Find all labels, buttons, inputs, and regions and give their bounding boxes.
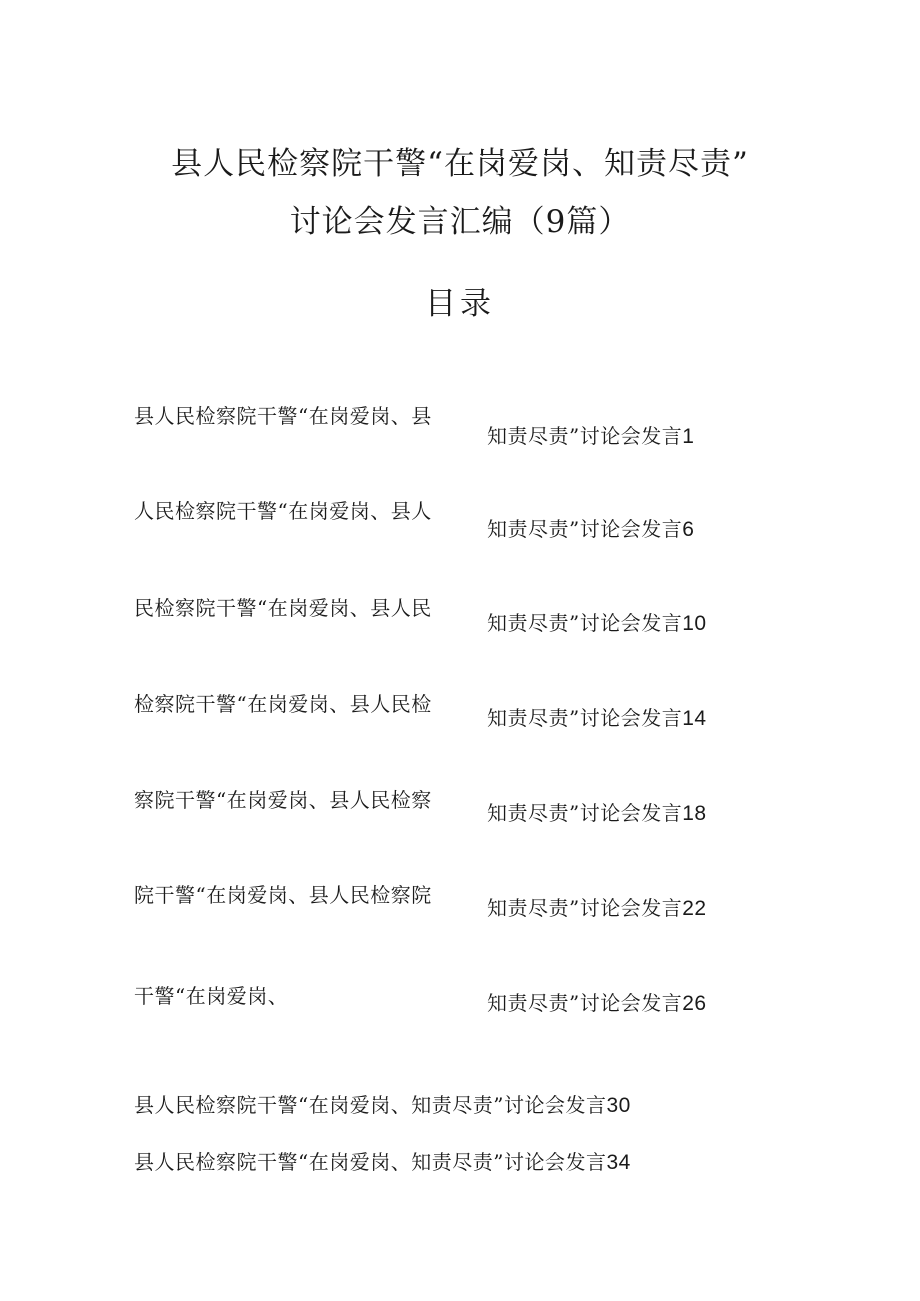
toc-entry-right-text: 知责尽责”讨论会发言6 bbox=[487, 517, 695, 541]
toc-page-number: 10 bbox=[682, 612, 707, 635]
document-title-line-1: 县人民检察院干警“在岗爱岗、知责尽责” bbox=[171, 146, 749, 182]
toc-page-number: 30 bbox=[606, 1094, 631, 1117]
toc-page-number: 1 bbox=[682, 425, 695, 448]
document-title-line-2: 讨论会发言汇编（9篇） bbox=[289, 204, 631, 240]
toc-entry-left-text: 院干警“在岗爱岗、县人民检察院 bbox=[134, 883, 432, 907]
toc-entry-text: 县人民检察院干警“在岗爱岗、知责尽责”讨论会发言34 bbox=[134, 1150, 631, 1174]
toc-page-number: 6 bbox=[682, 518, 695, 541]
toc-entry-left-text: 民检察院干警“在岗爱岗、县人民 bbox=[134, 596, 432, 620]
toc-entry-left-text: 察院干警“在岗爱岗、县人民检察 bbox=[134, 788, 432, 812]
toc-entry-right-text: 知责尽责”讨论会发言26 bbox=[487, 991, 707, 1015]
toc-entry-right-text: 知责尽责”讨论会发言18 bbox=[487, 801, 707, 825]
toc-entry-right-text: 知责尽责”讨论会发言14 bbox=[487, 706, 707, 730]
toc-page-number: 18 bbox=[682, 802, 707, 825]
toc-heading: 目录 bbox=[425, 286, 495, 322]
toc-entry-right-text: 知责尽责”讨论会发言10 bbox=[487, 611, 707, 635]
toc-entry-left-text: 县人民检察院干警“在岗爱岗、县 bbox=[134, 404, 432, 428]
toc-entry-right-text: 知责尽责”讨论会发言22 bbox=[487, 896, 707, 920]
toc-page-number: 34 bbox=[606, 1151, 631, 1174]
toc-entry-left-text: 人民检察院干警“在岗爱岗、县人 bbox=[134, 499, 432, 523]
toc-entry-left-text: 检察院干警“在岗爱岗、县人民检 bbox=[134, 692, 432, 716]
toc-page-number: 22 bbox=[682, 897, 707, 920]
toc-entry-left-text: 干警“在岗爱岗、 bbox=[134, 984, 289, 1008]
toc-entry-text: 县人民检察院干警“在岗爱岗、知责尽责”讨论会发言30 bbox=[134, 1093, 631, 1117]
toc-entry-right-text: 知责尽责”讨论会发言1 bbox=[487, 424, 695, 448]
toc-page-number: 26 bbox=[682, 992, 707, 1015]
toc-page-number: 14 bbox=[682, 707, 707, 730]
